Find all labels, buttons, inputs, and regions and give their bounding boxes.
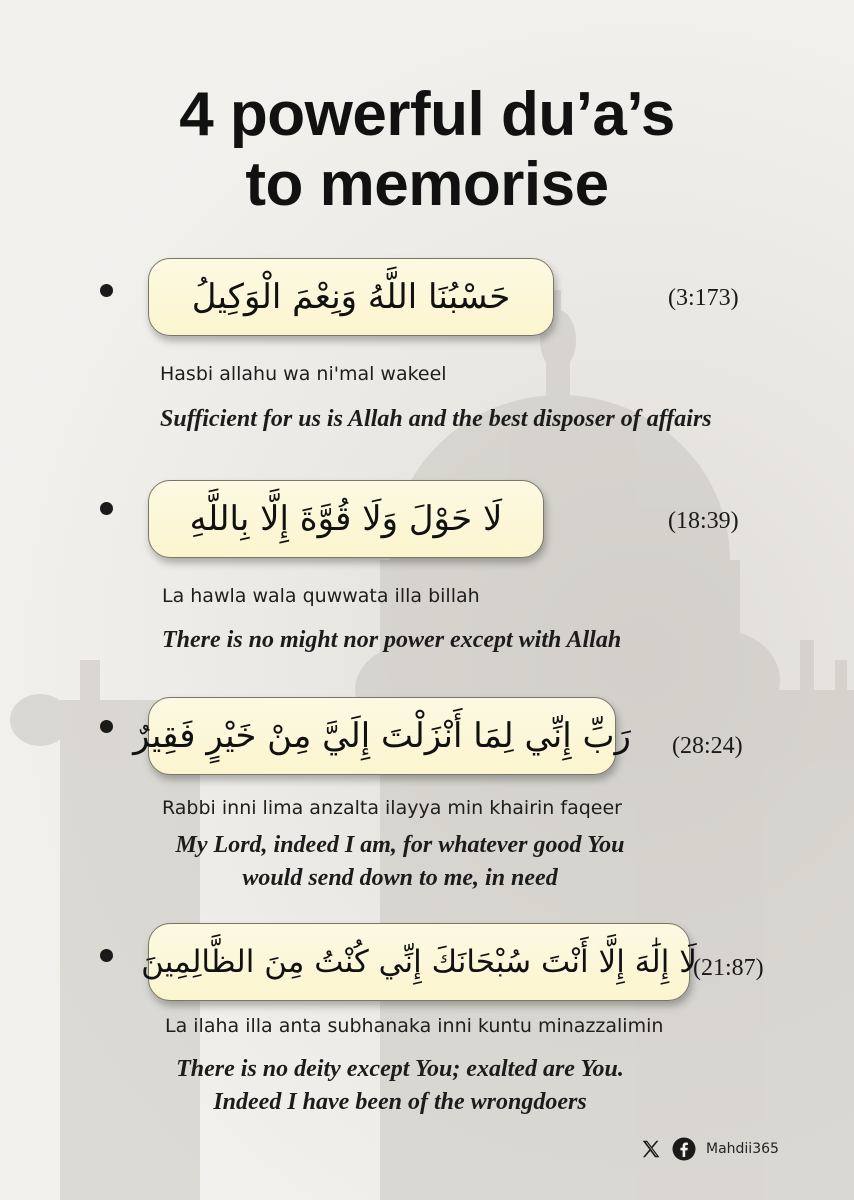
arabic-dua-box: [148, 258, 554, 336]
arabic-text: لَا إِلَٰهَ إِلَّا أَنْتَ سُبْحَانَكَ إِنِّي كُنْتُ مِنَ الظَّالِمِينَ: [141, 944, 697, 980]
translation: [140, 1053, 660, 1119]
translation-line: Sufficient for us is Allah and the best disposer of affairs: [160, 406, 712, 432]
bullet-point: [100, 284, 113, 297]
transliteration: La hawla wala quwwata illa billah: [162, 585, 480, 607]
bullet-point: [100, 949, 113, 962]
bullet-point: [100, 502, 113, 515]
verse-reference: (3:173): [668, 285, 739, 311]
verse-reference: (28:24): [672, 733, 743, 759]
arabic-text: حَسْبُنَا اللَّهُ وَنِعْمَ الْوَكِيلُ: [191, 277, 511, 317]
translation-line: Indeed I have been of the wrongdoers: [213, 1089, 587, 1115]
title-line-2: to memorise: [245, 150, 609, 219]
arabic-text: لَا حَوْلَ وَلَا قُوَّةَ إِلَّا بِاللَّهِ: [189, 499, 503, 539]
arabic-dua-box: [148, 480, 544, 558]
translation: [160, 403, 712, 436]
transliteration: Rabbi inni lima anzalta ilayya min khairin faqeer: [162, 797, 622, 819]
facebook-icon[interactable]: [672, 1137, 696, 1161]
arabic-dua-box: [133, 697, 631, 775]
verse-reference: (18:39): [668, 508, 739, 534]
translation-line: My Lord, indeed I am, for whatever good You: [175, 832, 625, 858]
arabic-dua-box: [141, 923, 697, 1001]
transliteration: La ilaha illa anta subhanaka inni kuntu minazzalimin: [165, 1015, 664, 1037]
translation-line: would send down to me, in need: [242, 865, 558, 891]
title-line-1: 4 powerful du’a’s: [179, 80, 675, 149]
page-title: [0, 80, 854, 220]
translation-line: There is no deity except You; exalted are You.: [176, 1056, 624, 1082]
arabic-text: رَبِّ إِنِّي لِمَا أَنْزَلْتَ إِلَيَّ مِنْ خَيْرٍ فَقِيرٌ: [133, 716, 631, 756]
translation-line: There is no might nor power except with Allah: [162, 627, 622, 653]
bullet-point: [100, 720, 113, 733]
translation: [162, 624, 621, 657]
translation: [140, 829, 660, 895]
social-footer: [640, 1137, 779, 1161]
transliteration: Hasbi allahu wa ni'mal wakeel: [160, 363, 447, 385]
x-logo-icon[interactable]: [640, 1138, 662, 1160]
verse-reference: (21:87): [693, 955, 764, 981]
social-handle[interactable]: Mahdii365: [706, 1141, 779, 1157]
